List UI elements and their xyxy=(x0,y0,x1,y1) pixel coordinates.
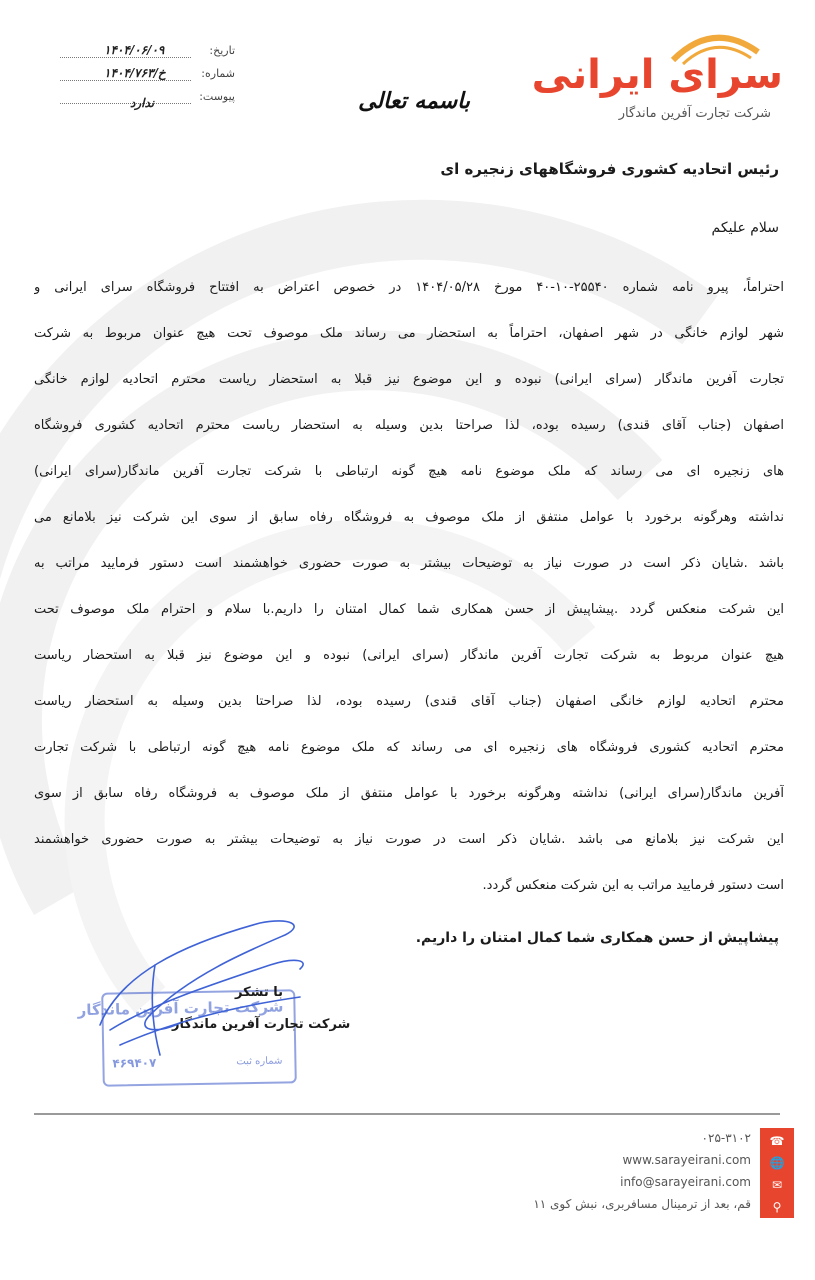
email-icon: ✉ xyxy=(771,1178,783,1192)
stamp-reg-label: شماره ثبت xyxy=(236,1055,283,1068)
handwritten-signature xyxy=(60,905,380,1095)
footer-icon-bar xyxy=(760,1128,794,1218)
meta-number-label: شماره: xyxy=(201,67,235,80)
body-line: هیچ عنوان مربوط به شرکت تجارت آفرین ماندگار (سرای ایرانی) نبوده و این موضوع نیز قبلا به استحضار ریاست xyxy=(34,648,784,663)
body-line: های زنجیره ای می رساند که ملک موضوع نامه هیچ گونه ارتباطی با شرکت تجارت آفرین ماندگار(سرای ایرانی) xyxy=(34,464,784,479)
body-line: احتراماً، پیرو نامه شماره ۲۵۵۴۰-۱۰-۴۰ مورخ ۱۴۰۴/۰۵/۲۸ در خصوص اعتراض به افتتاح فروشگاه سرای ایرانی و xyxy=(34,280,784,295)
addressee: رئیس اتحادیه کشوری فروشگاههای زنجیره ای xyxy=(440,160,779,178)
footer-website[interactable]: www.sarayeirani.com xyxy=(622,1153,751,1167)
signature-block xyxy=(60,905,380,1095)
greeting: سلام علیکم xyxy=(711,220,779,236)
phone-icon: ☎ xyxy=(769,1134,785,1148)
location-icon: ⚲ xyxy=(772,1200,782,1214)
stamp-number: ۴۶۹۴۰۷ xyxy=(112,1055,157,1071)
signer-name: شرکت تجارت آفرین ماندگار xyxy=(172,1017,351,1032)
body-line: اصفهان (جناب آقای قندی) رسیده بوده، لذا صراحتا بدین وسیله به استحضار ریاست محترم اتحادیه کشوری فروشگاه xyxy=(34,418,784,433)
body-line: باشد .شایان ذکر است در صورت نیاز به توضیحات بیشتر به صورت حضوری خواهشمند است دستور فرمایید مراتب به xyxy=(34,556,784,571)
meta-date-value: ۱۴۰۴/۰۶/۰۹ xyxy=(104,43,165,57)
letter-meta xyxy=(60,44,235,113)
footer-address: قم، بعد از ترمینال مسافربری، نبش کوی ۱۱ xyxy=(533,1197,751,1211)
body-line: شهر لوازم خانگی در شهر اصفهان، احتراماً به استحضار می رساند ملک موصوف تحت هیچ عنوان مربوط به شرکت xyxy=(34,326,784,341)
company-subtitle: شرکت تجارت آفرین ماندگار xyxy=(618,106,771,121)
meta-attachment xyxy=(60,90,235,113)
meta-date-label: تاریخ: xyxy=(209,44,235,57)
body-line: این شرکت نیز بلامانع می باشد .شایان ذکر است در صورت نیاز به توضیحات بیشتر به صورت حضوری خواهشمند xyxy=(34,832,784,847)
footer-phone: ۰۲۵-۳۱۰۲ xyxy=(701,1131,751,1145)
company-logo xyxy=(531,22,793,132)
meta-attachment-value: ندارد xyxy=(130,96,155,110)
stamp-text: شرکت تجارت آفرین ماندگار xyxy=(77,997,284,1020)
body-line: آفرین ماندگار(سرای ایرانی) نداشته وهرگونه برخورد با عوامل منتفق از ملک موصوف به فروشگاه رفاه سابق از سوی xyxy=(34,786,784,801)
meta-date xyxy=(60,44,235,67)
body-line: این شرکت منعکس گردد .پیشاپیش از حسن همکاری شما کمال امتنان را داریم.با سلام و احترام ملک موصوف تحت xyxy=(34,602,784,617)
logo-wordmark: سرای ایرانی xyxy=(531,52,783,98)
footer-divider xyxy=(34,1113,780,1115)
body-line: تجارت آفرین ماندگار (سرای ایرانی) نبوده و این موضوع نیز قبلا به استحضار ریاست محترم اتحادیه لوازم خانگی xyxy=(34,372,784,387)
body-line: است دستور فرمایید مراتب به این شرکت منعکس گردد. xyxy=(482,878,784,893)
meta-number-value: ۱۴۰۴/خ/۷۶۳ xyxy=(104,66,166,80)
body-line: محترم اتحادیه کشوری فروشگاه های زنجیره ای می رساند که ملک موضوع نامه هیچ گونه ارتباطی با شرکت تجارت xyxy=(34,740,784,755)
globe-icon: 🌐 xyxy=(769,1156,785,1170)
footer-email[interactable]: info@sarayeirani.com xyxy=(620,1175,751,1189)
closing-line: پیشاپیش از حسن همکاری شما کمال امتنان را داریم. xyxy=(415,930,779,946)
body-line: محترم اتحادیه لوازم خانگی اصفهان (جناب آقای قندی) رسیده بوده، لذا صراحتا بدین وسیله به استحضار ریاست xyxy=(34,694,784,709)
meta-number xyxy=(60,67,235,90)
bismillah-heading: باسمه تعالی xyxy=(358,88,470,114)
body-line: نداشته وهرگونه برخورد با عوامل منتفق از ملک موصوف به فروشگاه رفاه سابق از سوی این شرکت نیز بلامانع می xyxy=(34,510,784,525)
regards: با تشکر xyxy=(235,985,284,1000)
meta-attachment-label: پیوست: xyxy=(199,90,235,103)
